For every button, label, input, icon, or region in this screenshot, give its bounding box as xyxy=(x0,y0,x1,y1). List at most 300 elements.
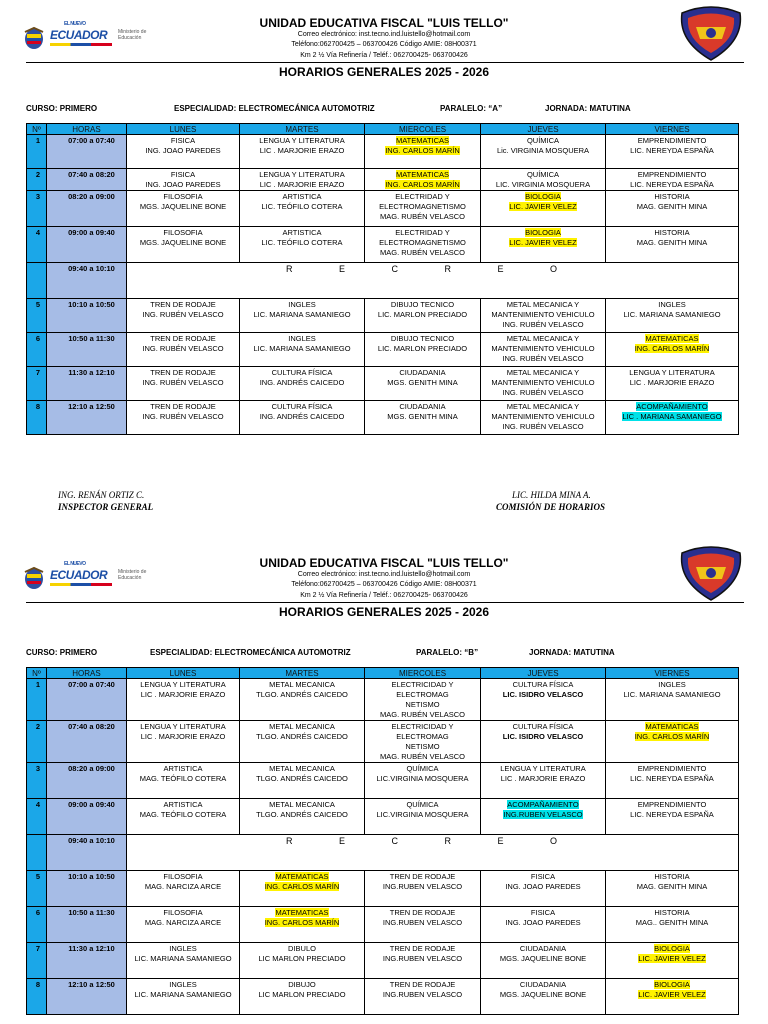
schedule-table-b xyxy=(26,667,739,1015)
class-cell xyxy=(606,871,739,907)
signature-inspector xyxy=(58,489,153,513)
class-cell xyxy=(240,367,365,401)
table-row xyxy=(27,721,739,763)
subject-name: TREN DE RODAJE xyxy=(150,300,216,309)
teacher-name: TLGO. ANDRÉS CAICEDO xyxy=(256,690,348,699)
subject-name: LENGUA Y LITERATURA xyxy=(140,722,226,731)
teacher-name: MAG. RUBÉN VELASCO xyxy=(379,248,466,257)
class-cell xyxy=(240,135,365,169)
class-cell xyxy=(240,871,365,907)
course-label: CURSO: PRIMERO xyxy=(26,104,98,113)
teacher-name: LIC. NEREYDA ESPAÑA xyxy=(630,146,714,155)
class-cell xyxy=(127,191,240,227)
class-cell xyxy=(127,333,240,367)
teacher-name: MAG. NARCIZA ARCE xyxy=(144,918,222,927)
teacher-name: ING. ANDRÉS CAICEDO xyxy=(259,412,345,421)
row-number: 1 xyxy=(27,135,47,169)
school-name: UNIDAD EDUCATIVA FISCAL "LUIS TELLO" xyxy=(259,16,509,30)
class-cell xyxy=(365,943,481,979)
subject-name: TREN DE RODAJE xyxy=(150,368,216,377)
teacher-name: LIC. NEREYDA ESPAÑA xyxy=(630,180,714,189)
class-cell xyxy=(365,907,481,943)
ministry-label: Ministerio de Educación xyxy=(118,29,147,41)
recess-row xyxy=(27,263,739,299)
school-address: Km 2 ½ Vía Refinería / Teléf.: 062700425- 063700426 xyxy=(300,52,468,59)
class-cell xyxy=(127,721,240,763)
teacher-name: LIC. TEÓFILO COTERA xyxy=(261,238,343,247)
signature-name: ING. RENÁN ORTIZ C. xyxy=(58,490,145,500)
subject-name: CIUDADANIA xyxy=(519,944,567,953)
teacher-name: MAG. TEÓFILO COTERA xyxy=(139,810,227,819)
teacher-name: ING. RUBÉN VELASCO xyxy=(502,354,584,363)
subject-name: CULTURA FÍSICA xyxy=(271,402,333,411)
subject-name: DIBUJO TECNICO xyxy=(390,300,455,309)
subject-name: METAL MECANICA Y xyxy=(506,368,580,377)
column-header: HORAS xyxy=(47,668,127,679)
subject-name: QUÍMICA xyxy=(406,764,439,773)
table-row xyxy=(27,679,739,721)
gov-wordmark: EL NUEVO ECUADOR xyxy=(50,21,108,42)
subject-name: METAL MECANICA Y xyxy=(506,402,580,411)
teacher-name: ING. RUBÉN VELASCO xyxy=(502,422,584,431)
teacher-name: LIC. MARLON PRECIADO xyxy=(377,344,468,353)
class-cell xyxy=(606,333,739,367)
teacher-name: LIC. NEREYDA ESPAÑA xyxy=(630,774,714,783)
class-cell xyxy=(365,979,481,1015)
column-header: MIERCOLES xyxy=(365,668,481,679)
teacher-name: LIC. JAVIER VELEZ xyxy=(638,990,706,999)
parallel-label: PARALELO: “B” xyxy=(416,648,479,657)
subject-name: ARTISTICA xyxy=(282,192,322,201)
column-header: MARTES xyxy=(240,668,365,679)
teacher-name: LIC . MARJORIE ERAZO xyxy=(140,732,226,741)
row-hours: 11:30 a 12:10 xyxy=(47,943,127,979)
teacher-name: LIC. NEREYDA ESPAÑA xyxy=(630,810,714,819)
class-cell xyxy=(481,299,606,333)
table-header-row xyxy=(27,668,739,679)
class-cell xyxy=(365,299,481,333)
signature-role: INSPECTOR GENERAL xyxy=(58,502,154,512)
teacher-name: LIC . MARJORIE ERAZO xyxy=(629,378,715,387)
school-crest-icon xyxy=(678,5,744,61)
teacher-name: ING. RUBÉN VELASCO xyxy=(142,378,224,387)
subject-name: METAL MECANICA xyxy=(269,764,335,773)
row-number: 3 xyxy=(27,191,47,227)
teacher-name: MAG. GENITH MINA xyxy=(636,882,708,891)
teacher-name: MAG. TEÓFILO COTERA xyxy=(139,774,227,783)
teacher-name: LIC. MARLON PRECIADO xyxy=(377,310,468,319)
subject-name: TREN DE RODAJE xyxy=(389,980,456,989)
subject-name: DIBULO xyxy=(288,944,316,953)
row-hours: 09:40 a 10:10 xyxy=(47,263,127,299)
class-cell xyxy=(606,943,739,979)
subject-name: HISTORIA xyxy=(654,872,690,881)
subject-name: DIBUJO TECNICO xyxy=(390,334,455,343)
teacher-name: ING.RUBEN VELASCO xyxy=(382,954,463,963)
subject-name: BIOLOGIA xyxy=(525,228,561,237)
class-cell xyxy=(127,367,240,401)
teacher-name: ING. RUBÉN VELASCO xyxy=(502,388,584,397)
class-cell xyxy=(240,979,365,1015)
shift-label: JORNADA: MATUTINA xyxy=(529,648,615,657)
subject-name: ARTISTICA xyxy=(282,228,322,237)
class-cell xyxy=(365,227,481,263)
subject-name: LENGUA Y LITERATURA xyxy=(629,368,715,377)
teacher-name: MANTENIMIENTO VEHICULO xyxy=(491,412,595,421)
teacher-name: ING.RUBEN VELASCO xyxy=(382,882,463,891)
class-cell xyxy=(127,943,240,979)
teacher-name: LIC. MARIANA SAMANIEGO xyxy=(253,310,351,319)
subject-name: FISICA xyxy=(530,872,556,881)
row-number: 7 xyxy=(27,367,47,401)
class-cell xyxy=(481,721,606,763)
class-cell xyxy=(606,191,739,227)
teacher-name: LIC MARLON PRECIADO xyxy=(258,954,346,963)
row-hours: 07:00 a 07:40 xyxy=(47,679,127,721)
class-cell xyxy=(240,333,365,367)
subject-name: CULTURA FÍSICA xyxy=(512,722,574,731)
teacher-name: LIC. ISIDRO VELASCO xyxy=(502,732,584,741)
subject-name: ACOMPAÑAMIENTO xyxy=(636,402,708,411)
class-cell xyxy=(481,135,606,169)
class-cell xyxy=(365,871,481,907)
class-cell xyxy=(365,169,481,191)
row-hours: 10:10 a 10:50 xyxy=(47,871,127,907)
teacher-name: ING. ANDRÉS CAICEDO xyxy=(259,378,345,387)
column-header: LUNES xyxy=(127,124,240,135)
class-cell xyxy=(127,979,240,1015)
course-label: CURSO: PRIMERO xyxy=(26,648,98,657)
teacher-name: ELECTROMAGNETISMO xyxy=(379,202,466,211)
class-cell xyxy=(127,763,240,799)
teacher-name: ING.RUBEN VELASCO xyxy=(382,990,463,999)
class-cell xyxy=(127,799,240,835)
class-cell xyxy=(240,299,365,333)
teacher-name: LIC . MARJORIE ERAZO xyxy=(500,774,586,783)
row-hours: 08:20 a 09:00 xyxy=(47,191,127,227)
subject-name: CIUDADANIA xyxy=(399,368,446,377)
parallel-label: PARALELO: “A” xyxy=(440,104,503,113)
subject-name: ELECTRICIDAD Y ELECTROMAG xyxy=(391,722,454,741)
teacher-name: ING. JOAO PAREDES xyxy=(505,882,581,891)
teacher-name: NETISMO xyxy=(405,742,440,751)
class-cell xyxy=(365,401,481,435)
subject-name: INGLES xyxy=(169,980,197,989)
teacher-name: MGS. JAQUELINE BONE xyxy=(499,954,587,963)
teacher-name: ING. RUBÉN VELASCO xyxy=(502,320,584,329)
recess-label: R E C R E O xyxy=(127,263,739,299)
class-cell xyxy=(127,401,240,435)
subject-name: FILOSOFIA xyxy=(163,228,203,237)
class-cell xyxy=(606,299,739,333)
subject-name: ELECTRIDAD Y xyxy=(395,192,450,201)
recess-label: R E C R E O xyxy=(127,835,739,871)
subject-name: FISICA xyxy=(170,136,196,145)
subject-name: METAL MECANICA xyxy=(269,680,335,689)
subject-name: HISTORIA xyxy=(654,228,690,237)
class-cell xyxy=(240,227,365,263)
document-header xyxy=(0,0,768,84)
teacher-name: MAG. RUBÉN VELASCO xyxy=(379,752,466,761)
subject-name: LENGUA Y LITERATURA xyxy=(140,680,226,689)
table-row xyxy=(27,367,739,401)
schedule-block-b xyxy=(0,540,768,1024)
subject-name: DIBUJO xyxy=(288,980,316,989)
teacher-name: LIC . MARJORIE ERAZO xyxy=(259,180,345,189)
subject-name: MATEMATICAS xyxy=(275,908,329,917)
subject-name: INGLES xyxy=(658,300,686,309)
teacher-name: LIC . MARJORIE ERAZO xyxy=(259,146,345,155)
row-hours: 07:40 a 08:20 xyxy=(47,169,127,191)
subject-name: MATEMATICAS xyxy=(645,722,699,731)
teacher-name: LIC. MARIANA SAMANIEGO xyxy=(623,690,721,699)
teacher-name: ING. RUBÉN VELASCO xyxy=(142,310,224,319)
row-hours: 09:00 a 09:40 xyxy=(47,227,127,263)
teacher-name: ING. CARLOS MARÍN xyxy=(634,732,710,741)
teacher-name: LIC. MARIANA SAMANIEGO xyxy=(253,344,351,353)
shift-label: JORNADA: MATUTINA xyxy=(545,104,631,113)
teacher-name: ING. JOAO PAREDES xyxy=(145,146,221,155)
teacher-name: MANTENIMIENTO VEHICULO xyxy=(491,310,595,319)
table-row xyxy=(27,799,739,835)
subject-name: FILOSOFIA xyxy=(163,872,203,881)
subject-name: ARTISTICA xyxy=(163,800,203,809)
subject-name: ACOMPAÑAMIENTO xyxy=(507,800,579,809)
class-cell xyxy=(240,169,365,191)
teacher-name: MAG. RUBÉN VELASCO xyxy=(379,710,466,719)
row-number: 1 xyxy=(27,679,47,721)
row-number xyxy=(27,835,47,871)
subject-name: QUÍMICA xyxy=(526,136,560,145)
teacher-name: ING. CARLOS MARÍN xyxy=(264,882,340,891)
table-row xyxy=(27,401,739,435)
subject-name: METAL MECANICA Y xyxy=(506,334,580,343)
teacher-name: ING. CARLOS MARÍN xyxy=(385,180,460,189)
class-cell xyxy=(606,135,739,169)
header-divider xyxy=(26,602,744,603)
subject-name: HISTORIA xyxy=(654,908,690,917)
column-header: HORAS xyxy=(47,124,127,135)
class-cell xyxy=(606,679,739,721)
subject-name: FILOSOFIA xyxy=(163,192,203,201)
subject-name: EMPRENDIMIENTO xyxy=(637,800,707,809)
class-cell xyxy=(240,763,365,799)
subject-name: INGLES xyxy=(169,944,197,953)
subject-name: CIUDADANIA xyxy=(519,980,567,989)
row-number: 3 xyxy=(27,763,47,799)
signature-role: COMISIÓN DE HORARIOS xyxy=(496,502,606,512)
teacher-name: MGS. GENITH MINA xyxy=(387,412,458,421)
teacher-name: MAG. GENITH MINA xyxy=(636,238,708,247)
column-header: Nº xyxy=(27,124,47,135)
teacher-name: LIC. VIRGINIA MOSQUERA xyxy=(495,180,591,189)
teacher-name: MAG. GENITH MINA xyxy=(636,202,708,211)
table-row xyxy=(27,763,739,799)
subject-name: MATEMATICAS xyxy=(645,334,699,343)
row-number: 5 xyxy=(27,871,47,907)
teacher-name: TLGO. ANDRÉS CAICEDO xyxy=(256,732,348,741)
row-hours: 08:20 a 09:00 xyxy=(47,763,127,799)
class-cell xyxy=(481,871,606,907)
row-number: 4 xyxy=(27,799,47,835)
signature-name: LIC. HILDA MINA A. xyxy=(512,490,591,500)
school-phone: Teléfono:062700425 – 063700426 Código AMIE: 08H00371 xyxy=(291,581,477,588)
row-hours: 12:10 a 12:50 xyxy=(47,979,127,1015)
table-row xyxy=(27,907,739,943)
teacher-name: MAG. RUBÉN VELASCO xyxy=(379,212,466,221)
table-row xyxy=(27,169,739,191)
row-number: 8 xyxy=(27,401,47,435)
document-header xyxy=(0,540,768,624)
row-number: 4 xyxy=(27,227,47,263)
teacher-name: LIC. TEÓFILO COTERA xyxy=(261,202,343,211)
class-cell xyxy=(481,679,606,721)
gov-wordmark: EL NUEVO ECUADOR xyxy=(50,561,108,582)
row-hours: 10:10 a 10:50 xyxy=(47,299,127,333)
recess-row xyxy=(27,835,739,871)
column-header: JUEVES xyxy=(481,668,606,679)
teacher-name: ING. CARLOS MARÍN xyxy=(264,918,340,927)
table-row xyxy=(27,871,739,907)
class-cell xyxy=(606,907,739,943)
class-cell xyxy=(240,679,365,721)
teacher-name: ELECTROMAGNETISMO xyxy=(379,238,466,247)
class-cell xyxy=(240,907,365,943)
class-cell xyxy=(365,799,481,835)
teacher-name: LIC. MARIANA SAMANIEGO xyxy=(134,954,232,963)
teacher-name: LIC. JAVIER VELEZ xyxy=(509,202,577,211)
subject-name: QUÍMICA xyxy=(526,170,560,179)
row-number: 8 xyxy=(27,979,47,1015)
subject-name: MATEMATICAS xyxy=(395,136,450,145)
table-row xyxy=(27,943,739,979)
class-cell xyxy=(481,333,606,367)
class-cell xyxy=(365,721,481,763)
row-number: 2 xyxy=(27,721,47,763)
schedule-title: HORARIOS GENERALES 2025 - 2026 xyxy=(278,605,490,619)
teacher-name: LIC. MARIANA SAMANIEGO xyxy=(623,310,721,319)
class-cell xyxy=(481,979,606,1015)
row-number: 7 xyxy=(27,943,47,979)
subject-name: CULTURA FÍSICA xyxy=(271,368,333,377)
class-cell xyxy=(606,799,739,835)
column-header: LUNES xyxy=(127,668,240,679)
subject-name: BIOLOGIA xyxy=(654,944,690,953)
row-hours: 10:50 a 11:30 xyxy=(47,907,127,943)
teacher-name: TLGO. ANDRÉS CAICEDO xyxy=(256,810,348,819)
subject-name: ELECTRIDAD Y xyxy=(395,228,450,237)
class-cell xyxy=(365,763,481,799)
class-cell xyxy=(481,367,606,401)
class-cell xyxy=(606,763,739,799)
subject-name: QUÍMICA xyxy=(406,800,439,809)
class-cell xyxy=(365,333,481,367)
row-hours: 11:30 a 12:10 xyxy=(47,367,127,401)
row-number: 6 xyxy=(27,333,47,367)
teacher-name: LIC MARLON PRECIADO xyxy=(258,990,346,999)
teacher-name: MGS. JAQUELINE BONE xyxy=(499,990,587,999)
subject-name: EMPRENDIMIENTO xyxy=(637,170,707,179)
row-hours: 07:00 a 07:40 xyxy=(47,135,127,169)
teacher-name: NETISMO xyxy=(405,700,440,709)
teacher-name: MAG.. GENITH MINA xyxy=(635,918,709,927)
teacher-name: LIC. MARIANA SAMANIEGO xyxy=(134,990,232,999)
teacher-name: LIC . MARJORIE ERAZO xyxy=(140,690,226,699)
teacher-name: MANTENIMIENTO VEHICULO xyxy=(491,344,595,353)
class-cell xyxy=(606,979,739,1015)
subject-name: CIUDADANIA xyxy=(399,402,446,411)
class-cell xyxy=(240,943,365,979)
row-number: 2 xyxy=(27,169,47,191)
teacher-name: LIC . MARIANA SAMANIEGO xyxy=(622,412,722,421)
teacher-name: ING. JOAO PAREDES xyxy=(505,918,581,927)
class-cell xyxy=(481,191,606,227)
class-cell xyxy=(240,191,365,227)
class-cell xyxy=(481,907,606,943)
teacher-name: Lic. VIRGINIA MOSQUERA xyxy=(496,146,590,155)
teacher-name: ING. RUBÉN VELASCO xyxy=(142,412,224,421)
subject-name: TREN DE RODAJE xyxy=(389,908,456,917)
teacher-name: MAG. NARCIZA ARCE xyxy=(144,882,222,891)
teacher-name: LIC.VIRGINIA MOSQUERA xyxy=(376,810,469,819)
subject-name: TREN DE RODAJE xyxy=(150,402,216,411)
school-phone: Teléfono:062700425 – 063700426 Código AMIE: 08H00371 xyxy=(291,41,477,48)
subject-name: BIOLOGIA xyxy=(654,980,690,989)
subject-name: MATEMATICAS xyxy=(275,872,329,881)
subject-name: LENGUA Y LITERATURA xyxy=(259,170,345,179)
class-cell xyxy=(606,721,739,763)
class-cell xyxy=(365,679,481,721)
subject-name: ARTISTICA xyxy=(163,764,203,773)
subject-name: TREN DE RODAJE xyxy=(389,944,456,953)
teacher-name: ING.RUBEN VELASCO xyxy=(503,810,583,819)
school-email: Correo electrónico: inst.tecno.ind.luistello@hotmail.com xyxy=(297,31,471,38)
subject-name: FISICA xyxy=(170,170,196,179)
subject-name: FILOSOFIA xyxy=(163,908,203,917)
table-row xyxy=(27,191,739,227)
class-cell xyxy=(481,763,606,799)
table-row xyxy=(27,299,739,333)
teacher-name: MANTENIMIENTO VEHICULO xyxy=(491,378,595,387)
class-cell xyxy=(481,169,606,191)
teacher-name: ING.RUBEN VELASCO xyxy=(382,918,463,927)
school-name: UNIDAD EDUCATIVA FISCAL "LUIS TELLO" xyxy=(259,556,509,570)
row-hours: 09:00 a 09:40 xyxy=(47,799,127,835)
teacher-name: LIC. JAVIER VELEZ xyxy=(509,238,577,247)
class-cell xyxy=(606,227,739,263)
row-number xyxy=(27,263,47,299)
table-row xyxy=(27,333,739,367)
class-cell xyxy=(606,401,739,435)
signature-commission xyxy=(496,489,605,513)
table-header-row xyxy=(27,124,739,135)
teacher-name: MGS. JAQUELINE BONE xyxy=(139,238,227,247)
teacher-name: MGS. GENITH MINA xyxy=(387,378,458,387)
subject-name: BIOLOGIA xyxy=(525,192,561,201)
class-cell xyxy=(127,299,240,333)
row-hours: 10:50 a 11:30 xyxy=(47,333,127,367)
table-row xyxy=(27,227,739,263)
teacher-name: TLGO. ANDRÉS CAICEDO xyxy=(256,774,348,783)
column-header: VIERNES xyxy=(606,668,739,679)
teacher-name: ING. JOAO PAREDES xyxy=(145,180,221,189)
table-row xyxy=(27,979,739,1015)
class-cell xyxy=(240,799,365,835)
subject-name: FISICA xyxy=(530,908,556,917)
subject-name: INGLES xyxy=(288,334,316,343)
subject-name: LENGUA Y LITERATURA xyxy=(500,764,586,773)
row-hours: 09:40 a 10:10 xyxy=(47,835,127,871)
